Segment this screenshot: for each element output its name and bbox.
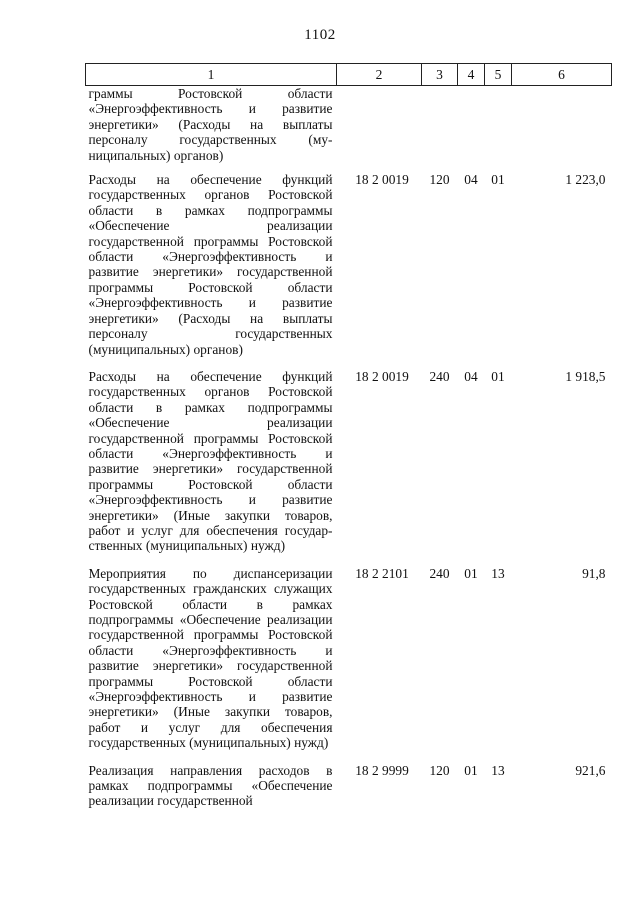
table-body (86, 86, 612, 812)
row-expense-type: 240 (429, 565, 450, 581)
table-row (86, 754, 612, 812)
row-target-code: 18 2 9999 (355, 762, 409, 778)
row-expense-type: 240 (429, 368, 450, 384)
column-header-1: 1 (86, 64, 337, 86)
column-header-4: 4 (458, 64, 485, 86)
table-row (86, 360, 612, 557)
column-header-6: 6 (512, 64, 612, 86)
column-header-3: 3 (422, 64, 458, 86)
row-subsection: 13 (491, 762, 505, 778)
table-row (86, 163, 612, 360)
row-section (458, 86, 485, 164)
row-section: 04 (464, 172, 478, 188)
row-description: граммы Ростовской области «Энергоэффективность и развитие энергетики» (Расходы на выплаты персоналу государственных (муниципальных) органов) (88, 86, 333, 163)
table-row (86, 557, 612, 754)
row-description: Мероприятия по диспансеризации государственных гражданских служащих Ростовской области в рамках подпрограммы «Обеспечение реализации государственной программы Ростовской области «Энергоэффективность и развитие энергетики» государственной программы Ростовской области «Энергоэффективность и развитие энергетики» (Иные закупки товаров, работ и услуг для обеспечения государственных (муниципальных) нужд) (88, 565, 333, 751)
row-expense-type: 120 (429, 762, 450, 778)
row-section: 01 (464, 565, 478, 581)
row-description: Расходы на обеспечение функций государственных органов Ростовской области в рамках подпрограммы «Обеспечение реализации государственной программы Ростовской области «Энергоэффективность и развитие энергетики» государственной программы Ростовской области «Энергоэффективность и развитие энергетики» (Иные закупки товаров, работ и услуг для обеспечения государственных (муниципальных) нужд) (88, 368, 333, 554)
row-description: Реализация направления расходов в рамках подпрограммы «Обеспечение реализации государственной (88, 762, 333, 809)
budget-table (85, 63, 612, 812)
row-subsection (485, 86, 512, 164)
row-target-code: 18 2 0019 (355, 368, 409, 384)
row-target-code: 18 2 0019 (355, 172, 409, 188)
row-amount: 921,6 (575, 762, 606, 778)
row-amount: 91,8 (582, 565, 606, 581)
row-expense-type (422, 86, 458, 164)
table-header (86, 64, 612, 86)
row-target-code (337, 86, 422, 164)
column-header-2: 2 (337, 64, 422, 86)
page-number: 1102 (304, 27, 336, 43)
row-section: 01 (464, 762, 478, 778)
row-amount (512, 86, 612, 164)
row-target-code: 18 2 2101 (355, 565, 409, 581)
table-row (86, 86, 612, 164)
row-amount: 1 918,5 (565, 368, 606, 384)
row-amount: 1 223,0 (565, 172, 606, 188)
row-expense-type: 120 (429, 172, 450, 188)
row-subsection: 13 (491, 565, 505, 581)
column-header-5: 5 (485, 64, 512, 86)
row-subsection: 01 (491, 172, 505, 188)
row-subsection: 01 (491, 368, 505, 384)
header-row (86, 64, 612, 86)
row-section: 04 (464, 368, 478, 384)
row-description: Расходы на обеспечение функций государственных органов Ростовской области в рамках подпрограммы «Обеспечение реализации государственной программы Ростовской области «Энергоэффективность и развитие энергетики» государственной программы Ростовской области «Энергоэффективность и развитие энергетики» (Расходы на выплаты персоналу государственных (муниципальных) органов) (88, 172, 333, 357)
